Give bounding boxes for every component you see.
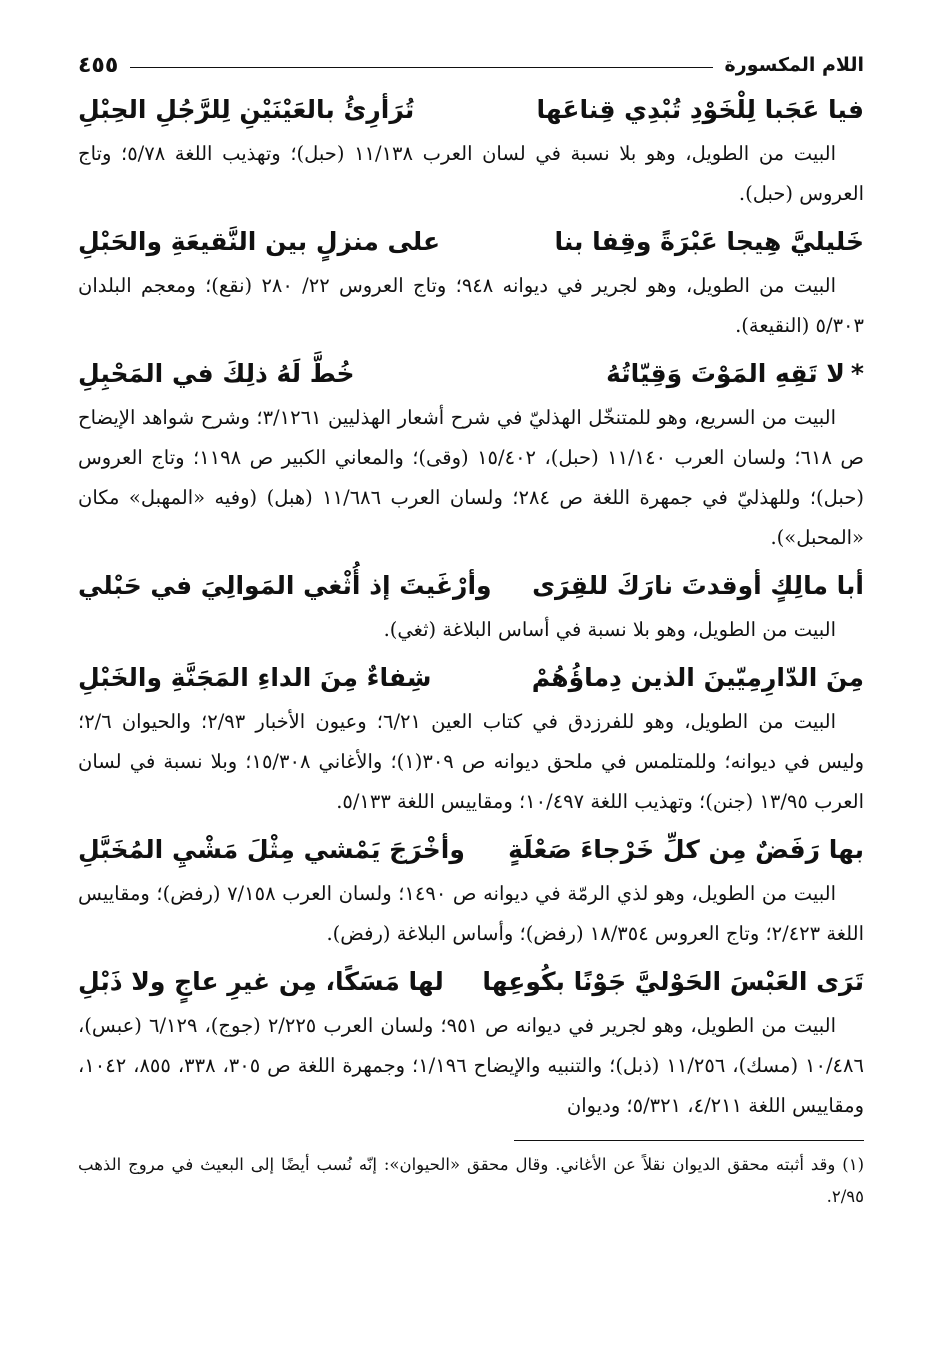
first-hemistich-text: لا تَقِهِ المَوْتَ وَقِيّاتُهُ bbox=[606, 359, 845, 388]
first-hemistich: مِنَ الدّارِمِيّينَ الذين دِماؤُهُمْ bbox=[531, 663, 864, 692]
first-hemistich bbox=[606, 350, 864, 398]
page-number: ٤٥٥ bbox=[78, 52, 119, 78]
verse-entry bbox=[78, 350, 864, 558]
verse-entry bbox=[78, 218, 864, 346]
first-hemistich: تَرَى العَبْسَ الحَوْليَّ جَوْنًا بكُوعِها bbox=[482, 967, 864, 996]
verse-line bbox=[78, 654, 864, 702]
asterisk-marker: * bbox=[850, 359, 864, 388]
page-content bbox=[78, 48, 864, 1213]
verse-entry bbox=[78, 562, 864, 650]
verse-commentary: البيت من الطويل، وهو بلا نسبة في أساس البلاغة (ثغي). bbox=[383, 618, 836, 641]
chapter-title: اللام المكسورة bbox=[724, 54, 864, 76]
first-hemistich: فيا عَجَبا لِلْخَوْدِ تُبْدِي قِناعَها bbox=[536, 95, 864, 124]
verse-entry bbox=[78, 654, 864, 822]
verse-entry bbox=[78, 826, 864, 954]
running-header bbox=[78, 48, 864, 82]
first-hemistich: أبا مالِكٍ أوقدتَ نارَكَ للقِرَى bbox=[532, 571, 864, 600]
second-hemistich: خُطَّ لَهُ ذلِكَ في المَحْبِلِ bbox=[78, 359, 355, 388]
first-hemistich: بها رَفَضٌ مِن كلِّ خَرْجاءَ صَعْلَةٍ bbox=[508, 835, 864, 864]
second-hemistich: وأرْغَيتَ إذ أُثْغي المَوالِيَ في حَبْلي bbox=[78, 571, 492, 600]
verse-line bbox=[78, 826, 864, 874]
footnote: (١) وقد أثبته محقق الديوان نقلاً عن الأغاني. وقال محقق «الحيوان»: إنّه نُسب أيضًا إلى البعيث في مروج الذهب ٢/٩٥. bbox=[78, 1155, 864, 1206]
verse-entry bbox=[78, 86, 864, 214]
verse-entry bbox=[78, 958, 864, 1126]
verse-line bbox=[78, 958, 864, 1006]
second-hemistich: وأخْرَجَ يَمْشي مِثْلَ مَشْيِ المُخَبَّلِ bbox=[78, 835, 465, 864]
second-hemistich: شِفاءٌ مِنَ الداءِ المَجَنَّةِ والخَبْلِ bbox=[78, 663, 432, 692]
verse-line bbox=[78, 350, 864, 398]
verse-line bbox=[78, 86, 864, 134]
verse-commentary: البيت من الطويل، وهو لذي الرمّة في ديوانه ص ١٤٩٠؛ ولسان العرب ٧/١٥٨ (رفض)؛ ومقاييس اللغة ٢/٤٢٣؛ وتاج العروس ١٨/٣٥٤ (رفض)؛ وأساس البلاغة (رفض). bbox=[78, 882, 864, 945]
verse-commentary: البيت من السريع، وهو للمتنخّل الهذليّ في شرح أشعار الهذليين ٣/١٢٦١؛ وشرح شواهد الإيضاح ص ٦١٨؛ ولسان العرب ١١/١٤٠ (حبل)، ١٥/٤٠٢ (وقى)؛ والمعاني الكبير ص ١١٩٨؛ وتاج العروس (حبل)؛ وللهذليّ في جمهرة اللغة ص ٢٨٤؛ ولسان العرب ١١/٦٨٦ (هبل) (وفيه «المهبل» مكان «المحبل»). bbox=[78, 406, 864, 549]
verse-commentary: البيت من الطويل، وهو للفرزدق في كتاب العين ٦/٢١؛ وعيون الأخبار ٢/٩٣؛ والحيوان ٢/٦؛ وليس في ديوانه؛ وللمتلمس في ملحق ديوانه ص ٣٠٩(١)؛ والأغاني ١٥/٣٠٨؛ وبلا نسبة في لسان العرب ١٣/٩٥ (جنن)؛ وتهذيب اللغة ١٠/٤٩٧؛ ومقاييس اللغة ٥/١٣٣. bbox=[78, 710, 864, 813]
verse-commentary: البيت من الطويل، وهو لجرير في ديوانه ص ٩٥١؛ ولسان العرب ٢/٢٢٥ (جوج)، ٦/١٢٩ (عبس)، ١٠/٤٨٦ (مسك)، ١١/٢٥٦ (ذبل)؛ والتنبيه والإيضاح ١/١٩٦؛ وجمهرة اللغة ص ٣٠٥، ٣٣٨، ٨٥٥، ١٠٤٢، ومقاييس اللغة ٤/٢١١، ٥/٣٢١؛ وديوان bbox=[78, 1014, 864, 1117]
second-hemistich: لها مَسَكًا، مِن غيرِ عاجٍ ولا ذَبْلِ bbox=[78, 967, 444, 996]
footnote-separator bbox=[514, 1140, 864, 1141]
verse-line bbox=[78, 562, 864, 610]
second-hemistich: على منزلٍ بين النَّقيعَةِ والحَبْلِ bbox=[78, 227, 441, 256]
second-hemistich: تُرَأرِئُ بالعَيْنَيْنِ لِلرَّجُلِ الحِبْلِ bbox=[78, 95, 415, 124]
header-rule bbox=[130, 67, 712, 68]
verse-line bbox=[78, 218, 864, 266]
first-hemistich: خَليليَّ هِيجا عَبْرَةً وقِفا بنا bbox=[554, 227, 864, 256]
verse-commentary: البيت من الطويل، وهو بلا نسبة في لسان العرب ١١/١٣٨ (حبل)؛ وتهذيب اللغة ٥/٧٨؛ وتاج العروس (حبل). bbox=[78, 142, 864, 205]
verse-commentary: البيت من الطويل، وهو لجرير في ديوانه ٩٤٨؛ وتاج العروس ٢٢/ ٢٨٠ (نقع)؛ ومعجم البلدان ٥/٣٠٣ (النقيعة). bbox=[78, 274, 864, 337]
